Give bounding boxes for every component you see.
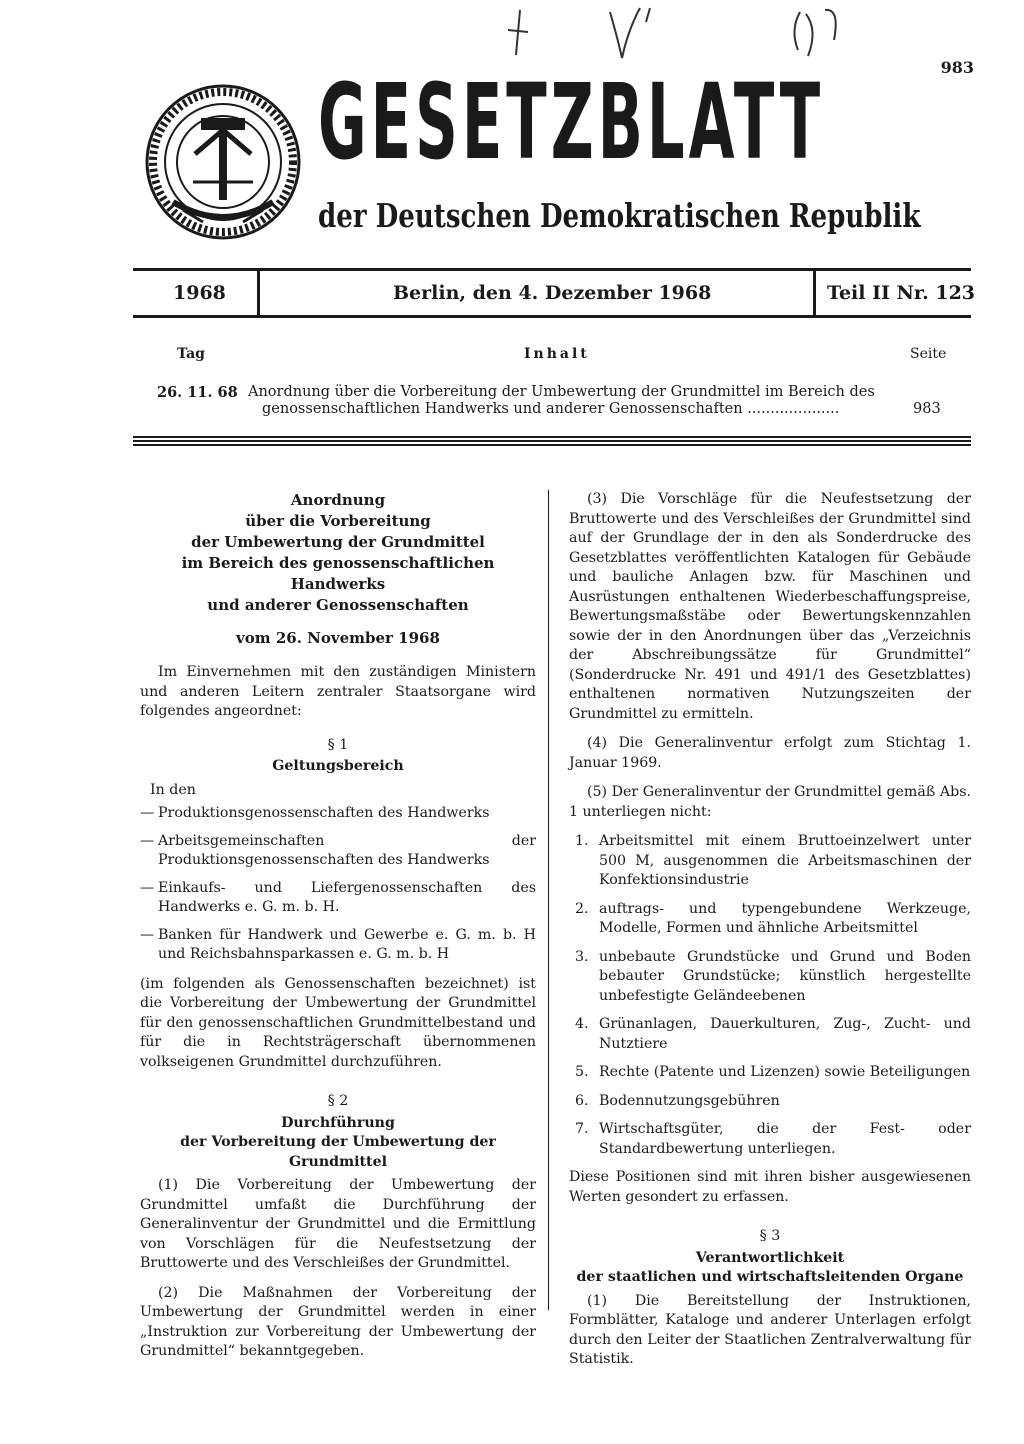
intro-paragraph: Im Einvernehmen mit den zuständigen Ministern und anderen Leitern zentraler Staatsorgane wird folgendes angeordnet: (140, 664, 536, 719)
toc-entry (248, 384, 888, 418)
doc-title-line: im Bereich des genossenschaftlichen Handwerks (181, 554, 495, 593)
list-item: — Produktionsgenossenschaften des Handwerks (140, 804, 536, 824)
list-item-text: unbebaute Grundstücke und Grund und Boden bebauter Grundstücke; künstlich hergestellte unbefestigte Geländeebenen (599, 948, 971, 1004)
doc-title-line: und anderer Genossenschaften (207, 596, 469, 614)
list-item: — Arbeitsgemeinschaften der Produktionsgenossenschaften des Handwerks (140, 832, 536, 871)
toc-header-day: Tag (177, 346, 205, 362)
toc-header-page: Seite (910, 346, 947, 362)
section-2-paragraph-3: (3) Die Vorschläge für die Neufestsetzung der Bruttowerte und des Verschleißes der Grundmittel sind auf der Grundlage der in den als Sonderdrucke des Gesetzblattes veröffentlichten Katalogen für Gebäude und bauliche Anlagen bzw. für Maschinen und Ausrüstungen enthaltenen Wiederbeschaffungspreise, Bewertungsmaßstäbe oder Bewertungskennzahlen sowie der in den Anordnungen über das „Verzeichnis der Abschreibungssätze für Grundmittel“ (Sonderdrucke Nr. 491 und 491/1 des Gesetzblattes) enthaltenen normativen Nutzungszeiten der Grundmittel zu ermitteln. (569, 491, 971, 722)
list-item: — Banken für Handwerk und Gewerbe e. G. m. b. H und Reichsbahnsparkassen e. G. m. b. H (140, 926, 536, 965)
issue-number: Teil II Nr. 123 (827, 282, 976, 304)
doc-title-line: über die Vorbereitung (245, 512, 431, 530)
list-item-number: 4. (575, 1016, 589, 1032)
rule-bottom (133, 315, 971, 318)
section-2-paragraph-5: (5) Der Generalinventur der Grundmittel gemäß Abs. 1 unterliegen nicht: (569, 784, 971, 820)
list-item (569, 1015, 971, 1054)
section-1-heading: Geltungsbereich (272, 758, 404, 774)
toc-entry-leader: .................... (747, 401, 840, 417)
section-2-number: § 2 (327, 1093, 349, 1109)
section-3-number: § 3 (759, 1228, 781, 1244)
column-divider (548, 490, 549, 1310)
list-item (569, 948, 971, 1007)
section-3-subheading: der staatlichen und wirtschaftsleitenden Organe (576, 1269, 964, 1285)
striped-rule (133, 436, 971, 448)
toc-header-title: Inhalt (524, 346, 590, 362)
section-2-subheading: der Vorbereitung der Umbewertung der Grundmittel (180, 1134, 496, 1170)
toc-entry-line2: genossenschaftlichen Handwerks und anderer Genossenschaften (262, 401, 743, 417)
doc-title-line: Anordnung (290, 491, 386, 509)
masthead-title: GESETZBLATT (318, 61, 825, 183)
list-item-text: Grünanlagen, Dauerkulturen, Zug-, Zucht- und Nutztiere (599, 1016, 971, 1052)
list-item-number: 5. (575, 1064, 589, 1080)
section-1-lead: In den (150, 781, 196, 798)
doc-title-line: der Umbewertung der Grundmittel (191, 533, 485, 551)
issue-place-date: Berlin, den 4. Dezember 1968 (393, 282, 712, 304)
list-item-text: auftrags- und typengebundene Werkzeuge, Modelle, Formen und ähnliche Arbeitsmittel (599, 900, 971, 936)
section-2-paragraph-1: (1) Die Vorbereitung der Umbewertung der Grundmittel umfaßt die Durchführung der Generalinventur der Grundmittel und die Ermittlung von Vorschlägen für die Neufestsetzung der Bruttowerte und des Verschleißes der Grundmittel. (140, 1177, 536, 1271)
list-item-text: Bodennutzungsgebühren (599, 1092, 780, 1109)
section-3-heading: Verantwortlichkeit (695, 1249, 845, 1266)
list-item (569, 1063, 971, 1083)
list-item (569, 1092, 971, 1112)
toc-entry-line2-wrap (248, 401, 888, 418)
issue-year: 1968 (173, 282, 226, 304)
section-1-closing: (im folgenden als Genossenschaften bezeichnet) ist die Vorbereitung der Umbewertung der Grundmittel für den genossenschaftlichen Grundmittelbestand und für die in Rechtsträgerschaft übernommenen volkseigenen Grundmittel durchzuführen. (140, 975, 536, 1070)
section-2-closing: Diese Positionen sind mit ihren bisher ausgewiesenen Werten gesondert zu erfassen. (569, 1169, 971, 1205)
divider (813, 271, 816, 315)
list-item-number: 2. (575, 900, 589, 917)
list-item-number: 1. (575, 833, 589, 849)
gdr-emblem-icon (143, 82, 303, 242)
left-column (140, 490, 536, 1372)
list-item (569, 832, 971, 891)
list-item-text: Arbeitsmittel mit einem Bruttoeinzelwert unter 500 M, ausgenommen die Arbeitsmaschinen der Konfektionsindustrie (599, 833, 971, 888)
handwritten-annotation (500, 0, 880, 70)
page-number: 983 (940, 58, 974, 77)
list-item-text: Rechte (Patente und Lizenzen) sowie Beteiligungen (599, 1064, 971, 1080)
list-item-number: 6. (575, 1092, 589, 1109)
list-item (569, 1120, 971, 1159)
masthead-subtitle: der Deutschen Demokratischen Republik (318, 196, 921, 235)
section-2-paragraph-4: (4) Die Generalinventur erfolgt zum Stichtag 1. Januar 1969. (569, 735, 971, 771)
divider (257, 271, 260, 315)
doc-date: vom 26. November 1968 (236, 629, 440, 647)
toc-entry-page: 983 (913, 401, 941, 417)
section-2-paragraph-2: (2) Die Maßnahmen der Vorbereitung der Umbewertung der Grundmittel werden in einer „Instruktion zur Vorbereitung der Umbewertung der Grundmittel“ bekanntgegeben. (140, 1284, 536, 1359)
list-item: — Einkaufs- und Liefergenossenschaften des Handwerks e. G. m. b. H. (140, 879, 536, 918)
section-1-list (140, 804, 536, 965)
section-2-heading: Durchführung (281, 1114, 395, 1131)
toc-entry-date: 26. 11. 68 (157, 384, 238, 401)
toc-entry-line1: Anordnung über die Vorbereitung der Umbewertung der Grundmittel im Bereich des (248, 384, 875, 400)
doc-title (140, 490, 536, 616)
list-item (569, 900, 971, 939)
section-1-number: § 1 (327, 736, 349, 753)
issue-infobar (133, 271, 976, 315)
right-column (569, 490, 971, 1380)
list-item-number: 3. (575, 948, 589, 965)
list-item-number: 7. (575, 1121, 589, 1137)
exclusion-list (569, 832, 971, 1159)
list-item-text: Wirtschaftsgüter, die der Fest- oder Standardbewertung unterliegen. (599, 1121, 971, 1157)
section-3-paragraph-1: (1) Die Bereitstellung der Instruktionen, Formblätter, Kataloge und anderer Unterlagen erfolgt durch den Leiter der Staatlichen Zentralverwaltung für Statistik. (569, 1292, 971, 1367)
